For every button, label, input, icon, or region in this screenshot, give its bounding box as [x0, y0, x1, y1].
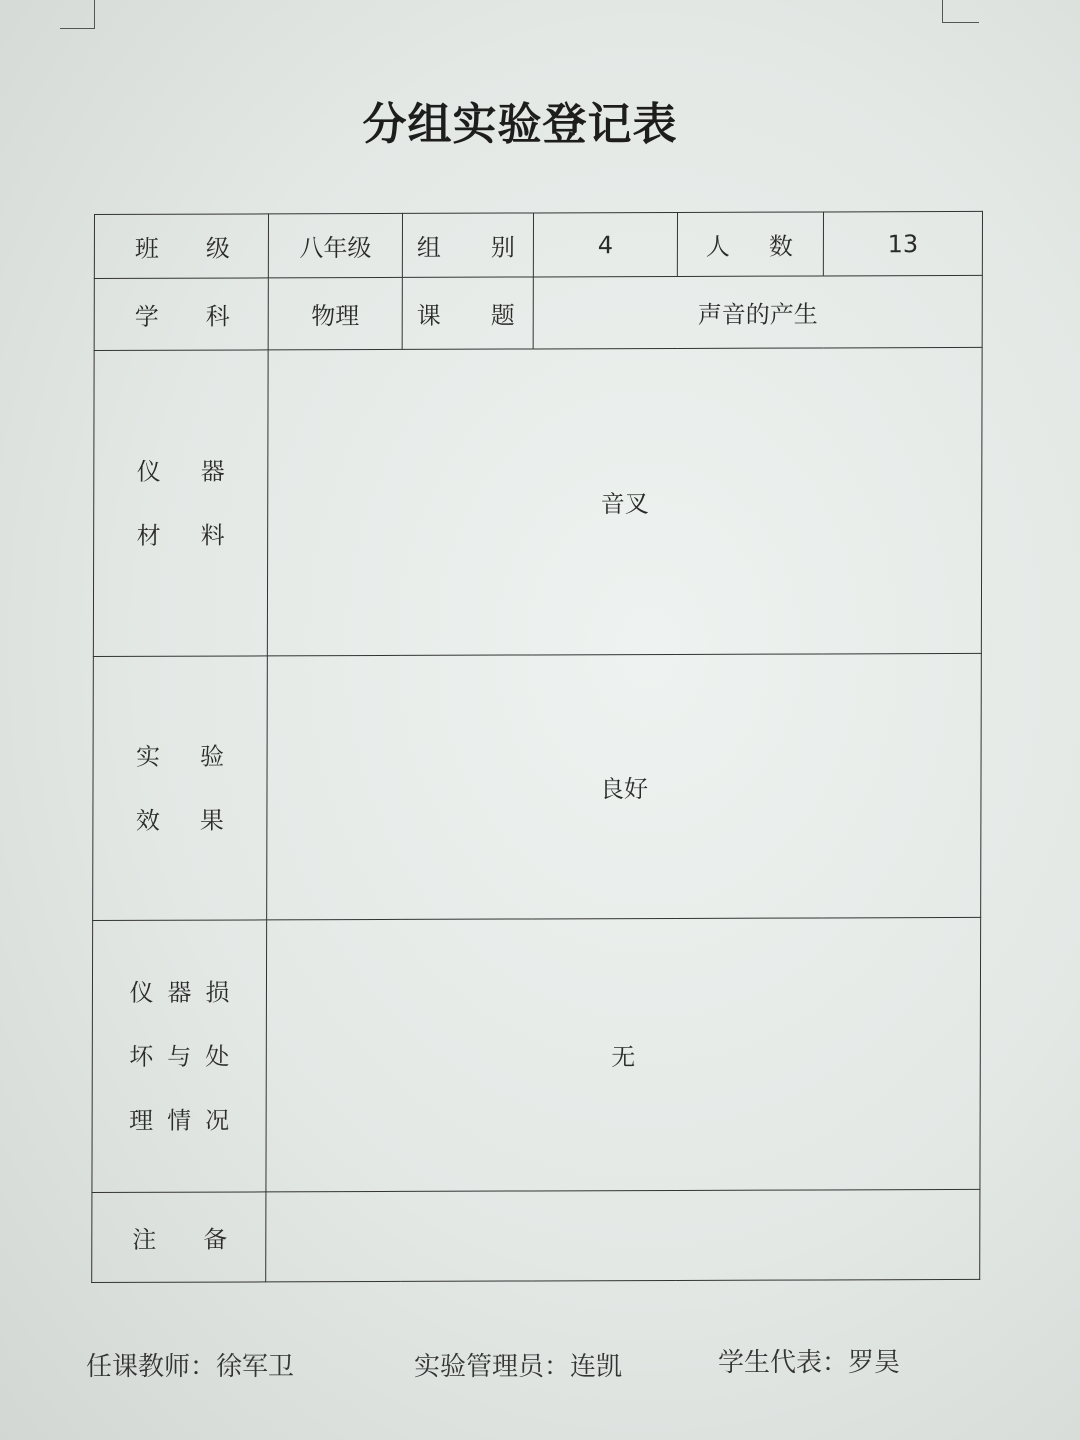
damage-value: 无: [266, 917, 981, 1191]
table-row-subject: [94, 275, 982, 350]
equipment-value: 音叉: [267, 347, 982, 655]
equipment-label-line-1: 仪器: [136, 457, 225, 486]
damage-label-line-3: 理情况: [129, 1106, 230, 1135]
class-value: 八年级: [268, 213, 402, 277]
people-label: 人数: [677, 212, 823, 277]
equipment-label-cell: [93, 350, 268, 657]
class-label: 班级: [94, 214, 268, 279]
effect-label: [136, 724, 224, 852]
notes-label: 注备: [92, 1192, 266, 1283]
page-corner-mark-top-left: [60, 0, 95, 29]
topic-label: 课题: [402, 277, 533, 349]
effect-value: 良好: [267, 653, 982, 919]
effect-label-cell: [93, 656, 268, 921]
table-row-equipment: [93, 347, 982, 656]
table-row-notes: [92, 1189, 980, 1282]
document-title: 分组实验登记表: [362, 99, 678, 150]
page-corner-mark-top-right: [942, 0, 979, 23]
registration-table: [91, 211, 983, 1283]
people-value: 13: [823, 211, 982, 276]
damage-label-line-2: 坏与处: [129, 1042, 230, 1071]
table-row-effect: [93, 653, 982, 920]
student-representative-signature: 学生代表：罗昊: [718, 1348, 901, 1378]
subject-label: 学科: [94, 278, 268, 351]
teacher-signature: 任课教师：徐军卫: [86, 1352, 295, 1382]
damage-label-line-1: 仪器损: [129, 978, 230, 1007]
subject-value: 物理: [268, 277, 402, 349]
equipment-label-line-2: 材料: [136, 521, 225, 550]
table-row-class: [94, 211, 982, 278]
damage-label: [129, 960, 230, 1152]
lab-manager-signature: 实验管理员：连凯: [414, 1352, 623, 1382]
group-label: 组别: [402, 213, 533, 277]
notes-value: [266, 1189, 980, 1281]
table-row-damage: [92, 917, 981, 1192]
equipment-label: [137, 439, 225, 567]
effect-label-line-1: 实验: [136, 742, 225, 771]
damage-label-cell: [92, 920, 267, 1193]
topic-value: 声音的产生: [533, 275, 982, 349]
effect-label-line-2: 效果: [135, 806, 224, 835]
group-value: 4: [533, 212, 677, 277]
